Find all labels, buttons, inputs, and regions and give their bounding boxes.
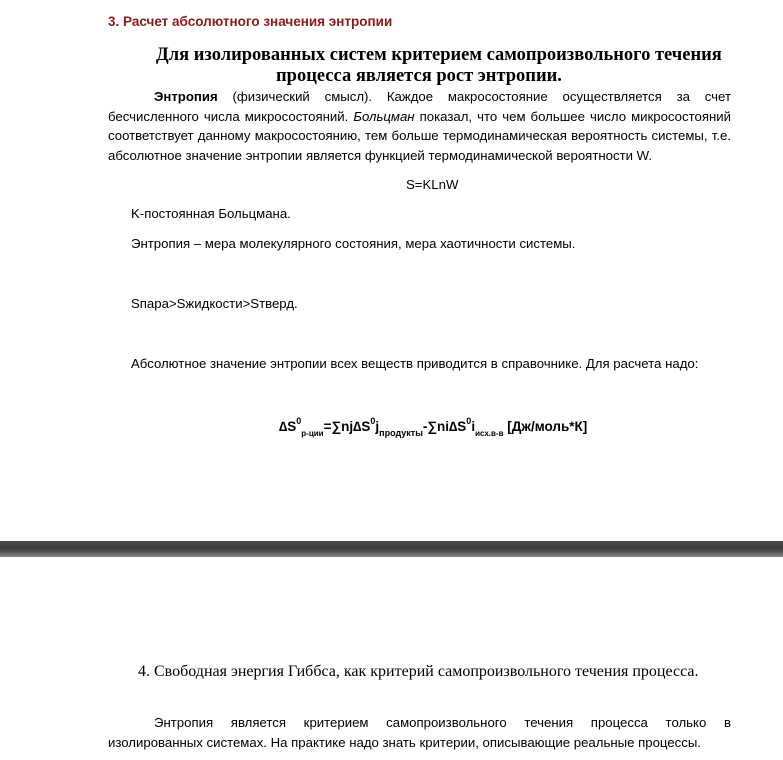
standard-superscript: 0 [466, 416, 472, 426]
products-sum: =∑nj∆S [323, 419, 371, 434]
products-subscript: продукты [379, 428, 423, 438]
paragraph-text-2: показал, что чем большее число микросостояний соответствует данному макросостоянию, тем больше термодинамическая вероятность системы, т.е. абсолютное значение энтропии является функцией термодинамической вероятности W. [108, 108, 731, 163]
entropy-inequality-line: Sпара>Sжидкости>Sтверд. [131, 296, 298, 311]
entropy-definition-paragraph [108, 87, 731, 165]
lead-statement-line-1: Для изолированных систем критерием самопроизвольного течения [156, 45, 722, 65]
reaction-subscript: р-ции [301, 429, 324, 438]
entropy-term: Энтропия [154, 89, 218, 104]
reference-line: Абсолютное значение энтропии всех веществ приводится в справочнике. Для расчета надо: [131, 356, 699, 371]
delta-s-symbol: ∆S [279, 419, 297, 434]
index-j: j [375, 419, 380, 434]
gibbs-heading: 4. Свободная энергия Гиббса, как критерий самопроизвольного течения процесса. [138, 663, 699, 680]
boltzmann-formula: S=KLnW [406, 177, 459, 192]
reactants-sum: -∑ni∆S [422, 419, 467, 434]
index-i: i [471, 419, 476, 434]
boltzmann-name: Больцман [353, 108, 415, 124]
k-constant-line: K-постоянная Больцмана. [131, 206, 291, 221]
paragraph-text-1: (физический смысл). Каждое макросостояние осуществляется за счет бесчисленного числа микросостояний. [108, 89, 731, 124]
page-separator [0, 541, 783, 557]
section-heading: 3. Расчет абсолютного значения энтропии [108, 14, 393, 29]
reaction-entropy-formula [279, 416, 587, 438]
standard-superscript: 0 [370, 416, 376, 426]
entropy-measure-line: Энтропия – мера молекулярного состояния, мера хаотичности системы. [131, 236, 576, 251]
gibbs-intro-paragraph: Энтропия является критерием самопроизвольного течения процесса только в изолированных системах. На практике надо знать критерии, описывающие реальные процессы. [108, 715, 731, 750]
reactants-subscript: исх.в-в [475, 429, 504, 438]
units-label: [Дж/моль*К] [503, 419, 588, 434]
lead-statement-line-2: процесса является рост энтропии. [276, 66, 562, 86]
standard-superscript: 0 [296, 416, 302, 426]
